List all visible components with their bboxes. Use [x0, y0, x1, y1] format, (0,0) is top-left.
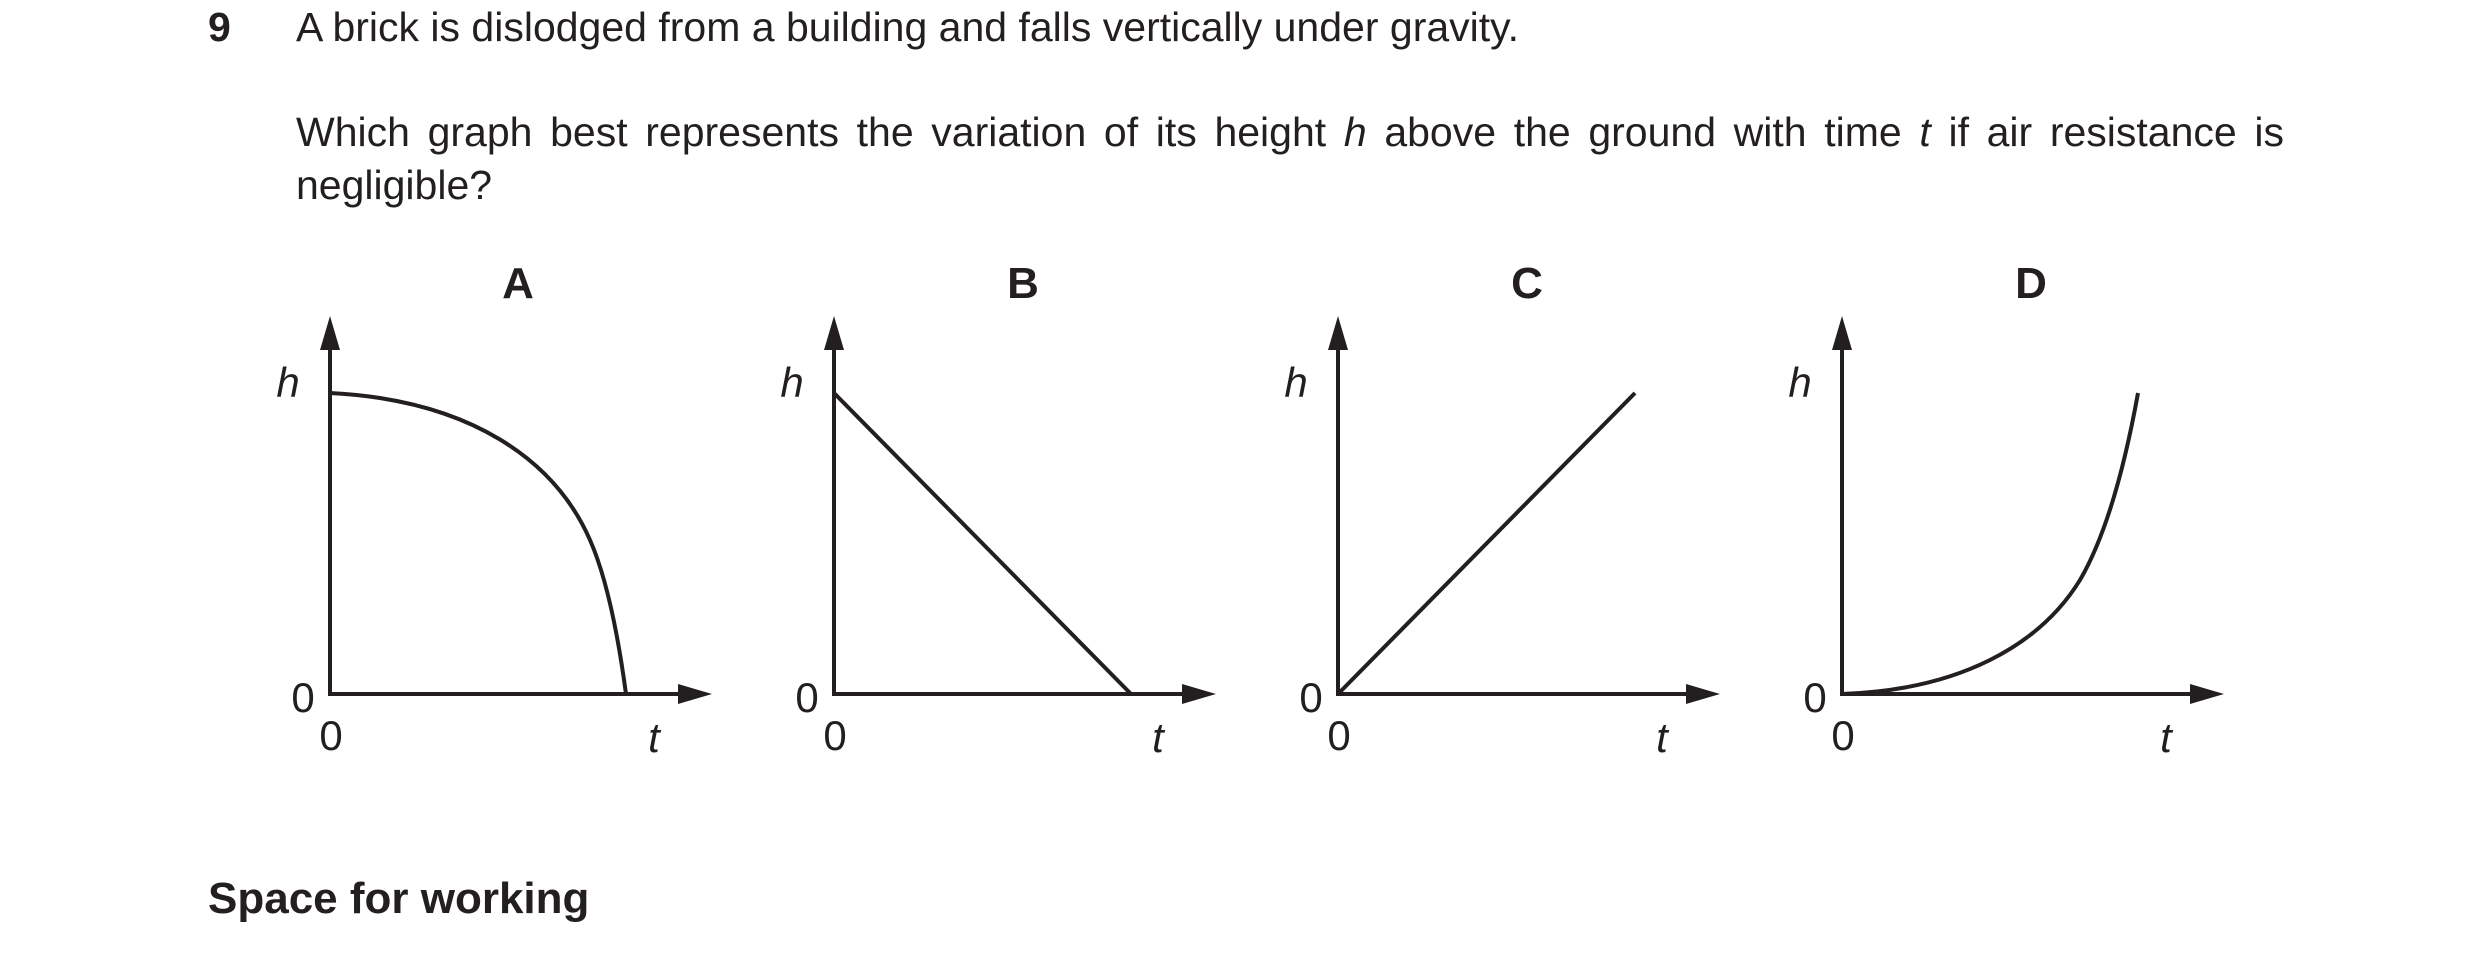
option-b-y-arrow	[824, 316, 844, 350]
option-b-x-arrow	[1182, 684, 1216, 704]
option-b-letter: B	[1007, 259, 1039, 308]
option-c-x-arrow	[1686, 684, 1720, 704]
option-d-letter: D	[2015, 259, 2047, 308]
option-d-curve	[1842, 393, 2138, 694]
option-c-x-label: t	[1656, 714, 1668, 761]
option-d-x-arrow	[2190, 684, 2224, 704]
prompt-text-2: above the ground with time	[1366, 109, 1920, 155]
option-b-curve	[834, 393, 1131, 694]
option-c-y-arrow	[1328, 316, 1348, 350]
prompt-text-3: if air resistance is negligible?	[296, 109, 2284, 208]
option-d-x-label: t	[2160, 714, 2172, 761]
option-b-graph	[780, 259, 1216, 761]
option-a-x-arrow	[678, 684, 712, 704]
question-stem: A brick is dislodged from a building and falls vertically under gravity.	[296, 4, 1519, 50]
option-a-curve	[330, 393, 626, 694]
option-c-curve	[1338, 393, 1635, 694]
option-a-letter: A	[502, 259, 534, 308]
option-a-origin-y: 0	[291, 674, 315, 721]
option-b-x-label: t	[1152, 714, 1164, 761]
option-a-x-label: t	[648, 714, 660, 761]
option-b-y-label: h	[780, 359, 804, 406]
option-a-graph	[276, 259, 712, 761]
space-for-working-label: Space for working	[208, 874, 590, 923]
prompt-var-h: h	[1343, 109, 1367, 155]
option-c-y-label: h	[1284, 359, 1308, 406]
option-d-graph	[1788, 259, 2224, 761]
option-c-origin-x: 0	[1327, 712, 1351, 759]
question-number: 9	[208, 4, 231, 50]
prompt-var-t: t	[1919, 109, 1931, 155]
option-b-origin-y: 0	[795, 674, 819, 721]
option-d-origin-x: 0	[1831, 712, 1855, 759]
option-d-origin-y: 0	[1803, 674, 1827, 721]
option-d-y-arrow	[1832, 316, 1852, 350]
option-a-origin-x: 0	[319, 712, 343, 759]
option-c-letter: C	[1511, 259, 1543, 308]
option-a-y-label: h	[276, 359, 300, 406]
option-c-graph	[1284, 259, 1720, 761]
option-a-y-arrow	[320, 316, 340, 350]
option-b-origin-x: 0	[823, 712, 847, 759]
option-c-origin-y: 0	[1299, 674, 1323, 721]
option-d-y-label: h	[1788, 359, 1812, 406]
prompt-text-1: Which graph best represents the variation of its height	[296, 109, 1344, 155]
